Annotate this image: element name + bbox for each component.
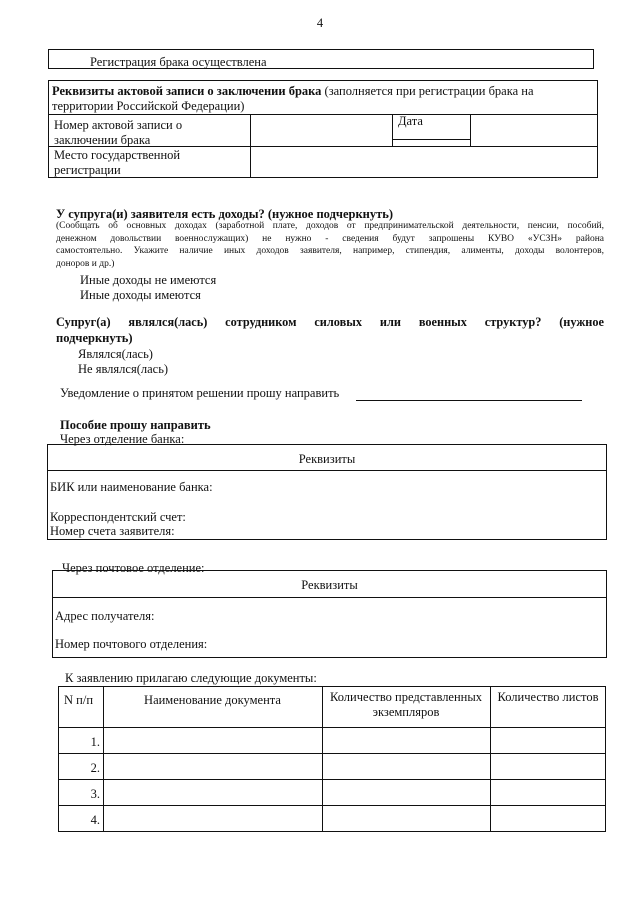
bank-label: Через отделение банка:	[60, 432, 185, 446]
row-number: 4.	[90, 813, 100, 827]
spouse-income-note	[56, 220, 604, 270]
marriage-record-title-bold: Реквизиты актовой записи о заключении брака	[52, 84, 322, 98]
marriage-record-title	[52, 84, 534, 99]
table-divider	[58, 779, 606, 780]
spouse-income-question: У супруга(и) заявителя есть доходы? (нужное подчеркнуть)	[56, 207, 394, 221]
table-divider	[470, 114, 471, 146]
notification-label: Уведомление о принятом решении прошу направить	[60, 386, 340, 400]
income-option-has[interactable]: Иные доходы имеются	[80, 288, 201, 302]
documents-intro: К заявлению прилагаю следующие документы:	[65, 671, 317, 685]
table-divider	[58, 805, 606, 806]
security-option-yes[interactable]: Являлся(лась)	[78, 347, 153, 361]
registration-place-label-2: регистрации	[54, 163, 121, 177]
post-label: Через почтовое отделение:	[62, 561, 205, 575]
bank-details-header: Реквизиты	[298, 452, 356, 466]
bik-label: БИК или наименование банка:	[50, 480, 213, 494]
col-header-copies	[322, 690, 490, 720]
table-divider	[490, 686, 491, 832]
income-option-none[interactable]: Иные доходы не имеются	[80, 273, 217, 287]
record-number-label-2: заключении брака	[54, 133, 151, 147]
benefit-title: Пособие прошу направить	[60, 418, 211, 432]
table-divider	[52, 597, 607, 598]
record-date-label: Дата	[398, 114, 423, 128]
table-divider	[47, 470, 607, 471]
row-number: 2.	[90, 761, 100, 775]
page-number: 4	[316, 16, 324, 30]
table-divider	[392, 139, 470, 140]
row-number: 1.	[90, 735, 100, 749]
row-number: 3.	[90, 787, 100, 801]
corr-account-label: Корреспондентский счет:	[50, 510, 186, 524]
notification-input-line[interactable]	[356, 400, 582, 401]
applicant-account-label: Номер счета заявителя:	[50, 524, 175, 538]
note-line: денежном довольствии военнослужащих) не нужно - сведения будут запрошены КУВО «УСЗН» района	[56, 233, 604, 244]
spouse-security-question-2: подчеркнуть)	[56, 331, 133, 345]
table-divider	[392, 114, 393, 146]
table-divider	[58, 727, 606, 728]
post-details-header: Реквизиты	[301, 578, 358, 592]
marriage-record-title-note-2: территории Российской Федерации)	[52, 99, 245, 113]
note-line: доноров и др.)	[56, 258, 115, 269]
table-divider	[250, 114, 251, 178]
col-header-copies-line: экземпляров	[372, 705, 440, 719]
security-option-no[interactable]: Не являлся(лась)	[78, 362, 169, 376]
col-header-num: N п/п	[64, 693, 94, 707]
col-header-copies-line: Количество представленных	[329, 690, 483, 704]
registration-place-label-1: Место государственной	[54, 148, 181, 162]
note-line: (Сообщать об основных доходах (заработной плате, доходов от предпринимательской деятельности, пенсии, пособий,	[56, 221, 604, 231]
post-office-number-label: Номер почтового отделения:	[55, 637, 208, 651]
marriage-registered-label: Регистрация брака осуществлена	[90, 55, 267, 69]
marriage-record-title-note: (заполняется при регистрации брака на	[324, 84, 534, 98]
recipient-address-label: Адрес получателя:	[55, 609, 155, 623]
col-header-name: Наименование документа	[144, 693, 281, 707]
table-divider	[58, 753, 606, 754]
spouse-security-question: Супруг(а) являлся(лась) сотрудником силовых или военных структур? (нужное	[56, 315, 604, 329]
note-line: самостоятельно. Укажите наличие иных доходов заявителя, например, стипендия, алименты, доходы волонтеров,	[56, 246, 604, 256]
record-number-label-1: Номер актовой записи о	[54, 118, 183, 132]
table-divider	[48, 114, 598, 115]
col-header-sheets: Количество листов	[497, 690, 599, 704]
